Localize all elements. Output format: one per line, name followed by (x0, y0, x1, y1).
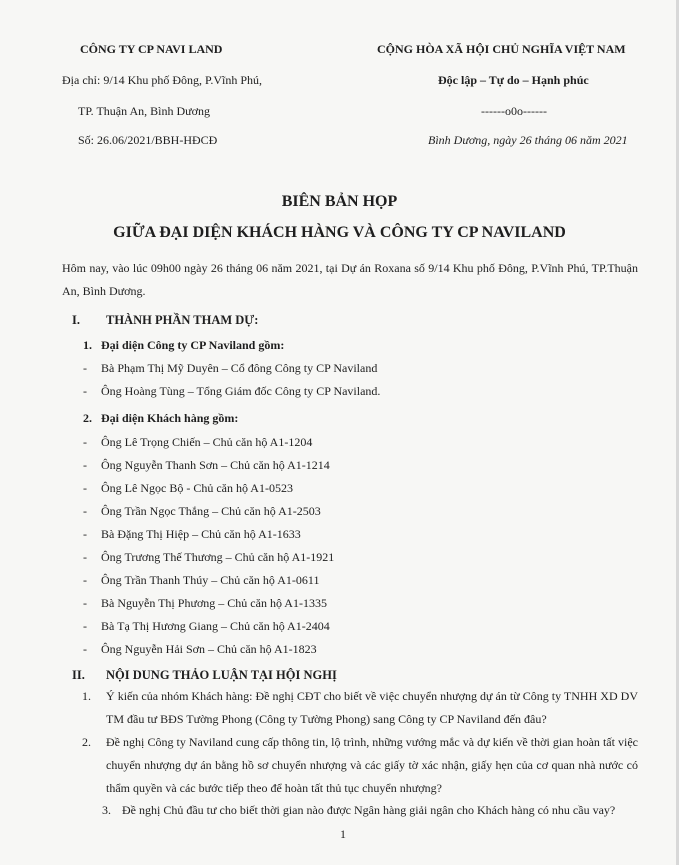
member-list-item: Bà Tạ Thị Hương Giang – Chủ căn hộ A1-2404 (101, 619, 330, 633)
document-title: BIÊN BẢN HỌP (281, 193, 398, 210)
nation-name: CỘNG HÒA XÃ HỘI CHỦ NGHĨA VIỆT NAM (377, 42, 626, 56)
member-list-item: Bà Phạm Thị Mỹ Duyên – Cổ đông Công ty CP Naviland (101, 361, 378, 375)
intro-paragraph: Hôm nay, vào lúc 09h00 ngày 26 tháng 06 năm 2021, tại Dự án Roxana số 9/14 Khu phố Đông, P.Vĩnh Phú, TP.Thuận An, Bình Dương. (62, 261, 638, 298)
national-motto: Độc lập – Tự do – Hạnh phúc (438, 73, 589, 87)
bullet: - (83, 527, 87, 541)
company-name: CÔNG TY CP NAVI LAND (80, 42, 223, 56)
discussion-item-3-text: Đề nghị Chủ đầu tư cho biết thời gian nào được Ngân hàng giải ngân cho Khách hàng có nhu cầu vay? (122, 803, 616, 817)
member-list-item: Ông Trần Ngọc Thắng – Chủ căn hộ A1-2503 (101, 504, 321, 518)
section-1-heading: THÀNH PHẦN THAM DỰ: (106, 313, 259, 327)
group-1-heading: Đại diện Công ty CP Naviland gồm: (101, 338, 285, 352)
group-2-number: 2. (83, 411, 92, 425)
group-2-heading: Đại diện Khách hàng gồm: (101, 411, 239, 425)
bullet: - (83, 481, 87, 495)
member-list-item: Ông Hoàng Tùng – Tổng Giám đốc Công ty CP Naviland. (101, 384, 381, 398)
company-address-line1: Địa chỉ: 9/14 Khu phố Đông, P.Vĩnh Phú, (62, 73, 263, 87)
bullet: - (83, 573, 87, 587)
section-2-heading: NỘI DUNG THẢO LUẬN TẠI HỘI NGHỊ (106, 668, 337, 682)
document-subtitle: GIỮA ĐẠI DIỆN KHÁCH HÀNG VÀ CÔNG TY CP NAVILAND (113, 224, 566, 241)
section-2-number: II. (72, 668, 85, 682)
bullet: - (83, 596, 87, 610)
company-address-line2: TP. Thuận An, Bình Dương (78, 104, 210, 118)
discussion-item-3-number: 3. (102, 803, 111, 817)
member-list-item: Ông Trương Thế Thương – Chủ căn hộ A1-1921 (101, 550, 335, 564)
member-list-item: Ông Lê Ngọc Bộ - Chủ căn hộ A1-0523 (101, 481, 293, 495)
bullet: - (83, 384, 87, 398)
member-list-item: Ông Nguyễn Thanh Sơn – Chủ căn hộ A1-1214 (101, 458, 330, 472)
section-1-number: I. (72, 313, 80, 327)
bullet: - (83, 504, 87, 518)
bullet: - (83, 550, 87, 564)
bullet: - (83, 642, 87, 656)
member-list-item: Ông Trần Thanh Thúy – Chủ căn hộ A1-0611 (101, 573, 320, 587)
discussion-item-1-number: 1. (82, 689, 91, 703)
bullet: - (83, 435, 87, 449)
bullet: - (83, 619, 87, 633)
bullet: - (83, 458, 87, 472)
discussion-item-2-text: Đề nghị Công ty Naviland cung cấp thông tin, lộ trình, những vướng mắc và dự kiến về thời gian hoàn tất việc chuyển nhượng dự án bằng hồ sơ chuyển nhượng và các giấy tờ xác nhận, giấy hẹn của cơ quan nhà nước có thẩm quyền và các bước tiếp theo để hoàn tất thủ tục chuyển nhượng? (106, 735, 638, 795)
group-1-number: 1. (83, 338, 92, 352)
place-date: Bình Dương, ngày 26 tháng 06 năm 2021 (428, 133, 628, 147)
member-list-item: Bà Đặng Thị Hiệp – Chủ căn hộ A1-1633 (101, 527, 301, 541)
member-list-item: Ông Nguyễn Hải Sơn – Chủ căn hộ A1-1823 (101, 642, 317, 656)
discussion-item-1-text: Ý kiến của nhóm Khách hàng: Đề nghị CĐT cho biết về việc chuyển nhượng dự án từ Công ty TNHH XD DV TM đầu tư BĐS Tường Phong (Công ty Tường Phong) sang Công ty CP Naviland đến đâu? (106, 689, 638, 726)
page-number: 1 (340, 827, 346, 841)
document-number: Số: 26.06/2021/BBH-HĐCĐ (78, 133, 218, 147)
member-list-item: Bà Nguyễn Thị Phương – Chủ căn hộ A1-1335 (101, 596, 327, 610)
header-separator: ------o0o------ (481, 104, 547, 118)
member-list-item: Ông Lê Trọng Chiến – Chủ căn hộ A1-1204 (101, 435, 313, 449)
discussion-item-2-number: 2. (82, 735, 91, 749)
bullet: - (83, 361, 87, 375)
